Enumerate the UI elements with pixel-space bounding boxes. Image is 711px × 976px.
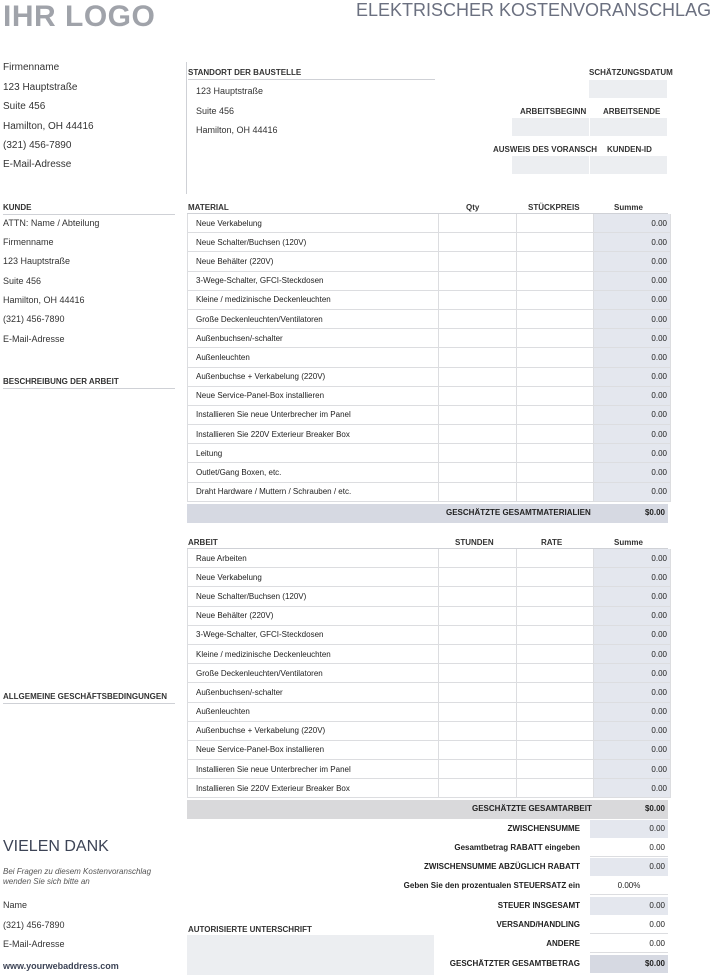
customer-id-field[interactable]: [590, 156, 667, 174]
labor-price-cell[interactable]: [516, 760, 594, 779]
materials-price-cell[interactable]: [516, 271, 594, 290]
materials-item[interactable]: Installieren Sie 220V Exterieur Breaker Box: [188, 425, 439, 444]
discount-row[interactable]: [400, 839, 668, 857]
grand-total-label: GESCHÄTZTER GESAMTBETRAG: [449, 959, 580, 968]
labor-item[interactable]: Große Deckenleuchten/Ventilatoren: [188, 664, 439, 683]
labor-total-cell: 0.00: [594, 779, 671, 798]
customer-attn[interactable]: ATTN: Name / Abteilung: [3, 218, 100, 228]
materials-qty-cell[interactable]: [439, 348, 517, 367]
materials-qty-cell[interactable]: [439, 271, 517, 290]
labor-total-cell: 0.00: [594, 702, 671, 721]
labor-header-item: ARBEIT: [188, 538, 218, 547]
estimate-date-label: SCHÄTZUNGSDATUM: [589, 68, 673, 77]
materials-qty-cell[interactable]: [439, 329, 517, 348]
labor-qty-cell[interactable]: [439, 625, 517, 644]
labor-row: [188, 721, 671, 740]
document-title: ELEKTRISCHER KOSTENVORANSCHLAG: [356, 0, 711, 20]
materials-qty-cell[interactable]: [439, 290, 517, 309]
materials-item[interactable]: 3-Wege-Schalter, GFCI-Steckdosen: [188, 271, 439, 290]
terms-label: ALLGEMEINE GESCHÄFTSBEDINGUNGEN: [3, 692, 175, 704]
materials-item[interactable]: Neue Verkabelung: [188, 214, 439, 233]
labor-total-cell: 0.00: [594, 740, 671, 759]
estimate-id-field[interactable]: [512, 156, 589, 174]
labor-item[interactable]: Neue Schalter/Buchsen (120V): [188, 587, 439, 606]
subtotal-less-discount-value: 0.00: [590, 858, 668, 876]
start-field[interactable]: [512, 118, 589, 136]
materials-total-cell: 0.00: [594, 444, 671, 463]
materials-qty-cell[interactable]: [439, 405, 517, 424]
labor-item[interactable]: Kleine / medizinische Deckenleuchten: [188, 644, 439, 663]
labor-table: [187, 549, 671, 798]
materials-header-price: STÜCKPREIS: [528, 203, 580, 212]
labor-item[interactable]: Außenbuchse + Verkabelung (220V): [188, 721, 439, 740]
materials-total-cell: 0.00: [594, 386, 671, 405]
contact-email: E-Mail-Adresse: [3, 939, 65, 949]
labor-row: [188, 740, 671, 759]
labor-row: [188, 549, 671, 568]
labor-price-cell[interactable]: [516, 702, 594, 721]
materials-qty-cell[interactable]: [439, 233, 517, 252]
shipping-label: VERSAND/HANDLING: [496, 920, 580, 929]
materials-header-total: Summe: [614, 203, 643, 212]
shipping-row[interactable]: [400, 916, 668, 934]
contact-note: Bei Fragen zu diesem Kostenvoranschlag wenden Sie sich bitte an: [3, 867, 152, 886]
materials-total-cell: 0.00: [594, 425, 671, 444]
labor-price-cell[interactable]: [516, 644, 594, 663]
labor-qty-cell[interactable]: [439, 587, 517, 606]
labor-item[interactable]: Neue Verkabelung: [188, 568, 439, 587]
labor-qty-cell[interactable]: [439, 760, 517, 779]
materials-item[interactable]: Außenbuchsen/-schalter: [188, 329, 439, 348]
materials-row: [188, 405, 671, 424]
labor-row: [188, 683, 671, 702]
website-link[interactable]: www.yourwebaddress.com: [3, 961, 119, 971]
materials-header-qty: Qty: [466, 203, 480, 212]
customer-city[interactable]: Hamilton, OH 44416: [3, 295, 85, 305]
labor-total-cell: 0.00: [594, 683, 671, 702]
tax-rate-input[interactable]: 0.00%: [590, 877, 668, 895]
materials-row: [188, 309, 671, 328]
site-street[interactable]: 123 Hauptstraße: [196, 86, 264, 96]
customer-label: KUNDE: [3, 203, 175, 215]
labor-row: [188, 779, 671, 798]
labor-price-cell[interactable]: [516, 721, 594, 740]
materials-qty-cell[interactable]: [439, 482, 517, 501]
grand-total-row: [400, 955, 668, 973]
labor-price-cell[interactable]: [516, 549, 594, 568]
subtotal-row: [400, 820, 668, 838]
site-divider: [186, 62, 187, 194]
labor-qty-cell[interactable]: [439, 683, 517, 702]
discount-input[interactable]: 0.00: [590, 839, 668, 857]
labor-qty-cell[interactable]: [439, 568, 517, 587]
labor-row: [188, 664, 671, 683]
end-label: ARBEITSENDE: [603, 107, 661, 116]
materials-item[interactable]: Neue Service-Panel-Box installieren: [188, 386, 439, 405]
materials-price-cell[interactable]: [516, 309, 594, 328]
labor-total-cell: 0.00: [594, 606, 671, 625]
materials-item[interactable]: Draht Hardware / Muttern / Schrauben / etc.: [188, 482, 439, 501]
labor-row: [188, 625, 671, 644]
materials-qty-cell[interactable]: [439, 425, 517, 444]
labor-price-cell[interactable]: [516, 779, 594, 798]
estimate-id-label: AUSWEIS DES VORANSCH: [493, 145, 598, 154]
materials-qty-cell[interactable]: [439, 444, 517, 463]
materials-row: [188, 233, 671, 252]
materials-total-cell: 0.00: [594, 348, 671, 367]
labor-header-total: Summe: [614, 538, 643, 547]
end-field[interactable]: [590, 118, 667, 136]
labor-total-cell: 0.00: [594, 664, 671, 683]
customer-phone[interactable]: (321) 456-7890: [3, 314, 65, 324]
materials-price-cell[interactable]: [516, 482, 594, 501]
shipping-input[interactable]: 0.00: [590, 916, 668, 934]
materials-price-cell[interactable]: [516, 290, 594, 309]
materials-total-row: [187, 504, 668, 523]
materials-table: [187, 214, 671, 502]
tax-rate-label: Geben Sie den prozentualen STEUERSATZ ein: [403, 881, 580, 890]
materials-item[interactable]: Kleine / medizinische Deckenleuchten: [188, 290, 439, 309]
subtotal-label: ZWISCHENSUMME: [507, 824, 580, 833]
other-input[interactable]: 0.00: [590, 935, 668, 953]
start-label: ARBEITSBEGINN: [520, 107, 587, 116]
subtotal-less-discount-label: ZWISCHENSUMME ABZÜGLICH RABATT: [424, 862, 580, 871]
estimate-date-field[interactable]: [589, 80, 667, 98]
materials-item[interactable]: Leitung: [188, 444, 439, 463]
materials-total-value: $0.00: [644, 508, 665, 517]
labor-row: [188, 760, 671, 779]
site-suite[interactable]: Suite 456: [196, 106, 235, 116]
company-street: 123 Hauptstraße: [3, 82, 78, 93]
materials-item[interactable]: Außenbuchse + Verkabelung (220V): [188, 367, 439, 386]
site-label: STANDORT DER BAUSTELLE: [188, 68, 435, 80]
materials-row: [188, 425, 671, 444]
labor-total-cell: 0.00: [594, 568, 671, 587]
labor-price-cell[interactable]: [516, 625, 594, 644]
labor-qty-cell[interactable]: [439, 606, 517, 625]
contact-phone: (321) 456-7890: [3, 920, 65, 930]
materials-qty-cell[interactable]: [439, 386, 517, 405]
work-description-label: BESCHREIBUNG DER ARBEIT: [3, 377, 175, 389]
labor-item[interactable]: Neue Behälter (220V): [188, 606, 439, 625]
labor-qty-cell[interactable]: [439, 664, 517, 683]
materials-total-cell: 0.00: [594, 405, 671, 424]
materials-price-cell[interactable]: [516, 348, 594, 367]
labor-total-cell: 0.00: [594, 549, 671, 568]
materials-total-cell: 0.00: [594, 367, 671, 386]
discount-label: Gesamtbetrag RABATT eingeben: [454, 843, 580, 852]
materials-row: [188, 367, 671, 386]
materials-qty-cell[interactable]: [439, 214, 517, 233]
tax-total-value: 0.00: [590, 897, 668, 915]
labor-row: [188, 587, 671, 606]
labor-item[interactable]: Außenleuchten: [188, 702, 439, 721]
other-label: ANDERE: [546, 939, 580, 948]
contact-name: Name: [3, 900, 28, 910]
materials-price-cell[interactable]: [516, 405, 594, 424]
materials-price-cell[interactable]: [516, 329, 594, 348]
materials-item[interactable]: Außenleuchten: [188, 348, 439, 367]
materials-price-cell[interactable]: [516, 425, 594, 444]
materials-row: [188, 444, 671, 463]
labor-total-cell: 0.00: [594, 625, 671, 644]
company-name: Firmenname: [3, 62, 60, 73]
materials-qty-cell[interactable]: [439, 367, 517, 386]
labor-header-hours: STUNDEN: [455, 538, 494, 547]
labor-item[interactable]: 3-Wege-Schalter, GFCI-Steckdosen: [188, 625, 439, 644]
labor-price-cell[interactable]: [516, 664, 594, 683]
labor-total-label: GESCHÄTZTE GESAMTARBEIT: [472, 804, 592, 813]
materials-total-cell: 0.00: [594, 329, 671, 348]
materials-item[interactable]: Installieren Sie neue Unterbrecher im Panel: [188, 405, 439, 424]
labor-header-rate: RATE: [541, 538, 563, 547]
materials-row: [188, 482, 671, 501]
labor-qty-cell[interactable]: [439, 549, 517, 568]
materials-qty-cell[interactable]: [439, 309, 517, 328]
materials-price-cell[interactable]: [516, 214, 594, 233]
materials-qty-cell[interactable]: [439, 463, 517, 482]
materials-total-label: GESCHÄTZTE GESAMTMATERIALIEN: [446, 508, 591, 517]
site-city[interactable]: Hamilton, OH 44416: [196, 125, 278, 135]
labor-total-cell: 0.00: [594, 760, 671, 779]
labor-price-cell[interactable]: [516, 606, 594, 625]
labor-total-cell: 0.00: [594, 644, 671, 663]
materials-item[interactable]: Große Deckenleuchten/Ventilatoren: [188, 309, 439, 328]
labor-price-cell[interactable]: [516, 568, 594, 587]
materials-price-cell[interactable]: [516, 386, 594, 405]
materials-price-cell[interactable]: [516, 252, 594, 271]
materials-price-cell[interactable]: [516, 367, 594, 386]
signature-label: AUTORISIERTE UNTERSCHRIFT: [188, 925, 312, 934]
company-email: E-Mail-Adresse: [3, 159, 72, 170]
labor-item[interactable]: Außenbuchsen/-schalter: [188, 683, 439, 702]
labor-row: [188, 644, 671, 663]
materials-row: [188, 252, 671, 271]
materials-header-item: MATERIAL: [188, 203, 229, 212]
labor-item[interactable]: Installieren Sie neue Unterbrecher im Panel: [188, 760, 439, 779]
customer-id-label: KUNDEN-ID: [607, 145, 652, 154]
tax-rate-row[interactable]: [400, 877, 668, 895]
materials-total-cell: 0.00: [594, 252, 671, 271]
tax-total-row: [400, 897, 668, 915]
materials-total-cell: 0.00: [594, 214, 671, 233]
subtotal-value: 0.00: [590, 820, 668, 838]
thank-you: VIELEN DANK: [3, 838, 109, 855]
materials-total-cell: 0.00: [594, 482, 671, 501]
materials-price-cell[interactable]: [516, 463, 594, 482]
materials-row: [188, 290, 671, 309]
materials-row: [188, 271, 671, 290]
labor-row: [188, 606, 671, 625]
company-suite: Suite 456: [3, 101, 46, 112]
subtotal-less-discount-row: [400, 858, 668, 876]
materials-total-cell: 0.00: [594, 309, 671, 328]
materials-price-cell[interactable]: [516, 444, 594, 463]
labor-qty-cell[interactable]: [439, 702, 517, 721]
customer-email[interactable]: E-Mail-Adresse: [3, 334, 65, 344]
labor-row: [188, 568, 671, 587]
materials-row: [188, 214, 671, 233]
materials-total-cell: 0.00: [594, 233, 671, 252]
labor-total-row: [187, 800, 668, 819]
logo: IHR LOGO: [3, 0, 156, 33]
signature-field[interactable]: [187, 935, 434, 975]
labor-qty-cell[interactable]: [439, 644, 517, 663]
tax-total-label: STEUER INSGESAMT: [497, 901, 580, 910]
labor-total-cell: 0.00: [594, 587, 671, 606]
materials-total-cell: 0.00: [594, 463, 671, 482]
labor-total-value: $0.00: [644, 804, 665, 813]
labor-item[interactable]: Installieren Sie 220V Exterieur Breaker Box: [188, 779, 439, 798]
customer-company[interactable]: Firmenname: [3, 237, 54, 247]
labor-qty-cell[interactable]: [439, 740, 517, 759]
labor-price-cell[interactable]: [516, 587, 594, 606]
materials-total-cell: 0.00: [594, 271, 671, 290]
other-row[interactable]: [400, 935, 668, 953]
materials-item[interactable]: Neue Schalter/Buchsen (120V): [188, 233, 439, 252]
materials-row: [188, 348, 671, 367]
materials-row: [188, 329, 671, 348]
labor-item[interactable]: Neue Service-Panel-Box installieren: [188, 740, 439, 759]
company-phone: (321) 456-7890: [3, 140, 72, 151]
materials-total-cell: 0.00: [594, 290, 671, 309]
labor-total-cell: 0.00: [594, 721, 671, 740]
materials-qty-cell[interactable]: [439, 252, 517, 271]
labor-item[interactable]: Raue Arbeiten: [188, 549, 439, 568]
grand-total-value: $0.00: [590, 955, 668, 973]
labor-qty-cell[interactable]: [439, 721, 517, 740]
materials-price-cell[interactable]: [516, 233, 594, 252]
company-city: Hamilton, OH 44416: [3, 121, 94, 132]
materials-row: [188, 386, 671, 405]
customer-street[interactable]: 123 Hauptstraße: [3, 256, 71, 266]
materials-row: [188, 463, 671, 482]
labor-qty-cell[interactable]: [439, 779, 517, 798]
customer-suite[interactable]: Suite 456: [3, 276, 42, 286]
materials-item[interactable]: Neue Behälter (220V): [188, 252, 439, 271]
labor-row: [188, 702, 671, 721]
labor-price-cell[interactable]: [516, 683, 594, 702]
labor-price-cell[interactable]: [516, 740, 594, 759]
materials-item[interactable]: Outlet/Gang Boxen, etc.: [188, 463, 439, 482]
